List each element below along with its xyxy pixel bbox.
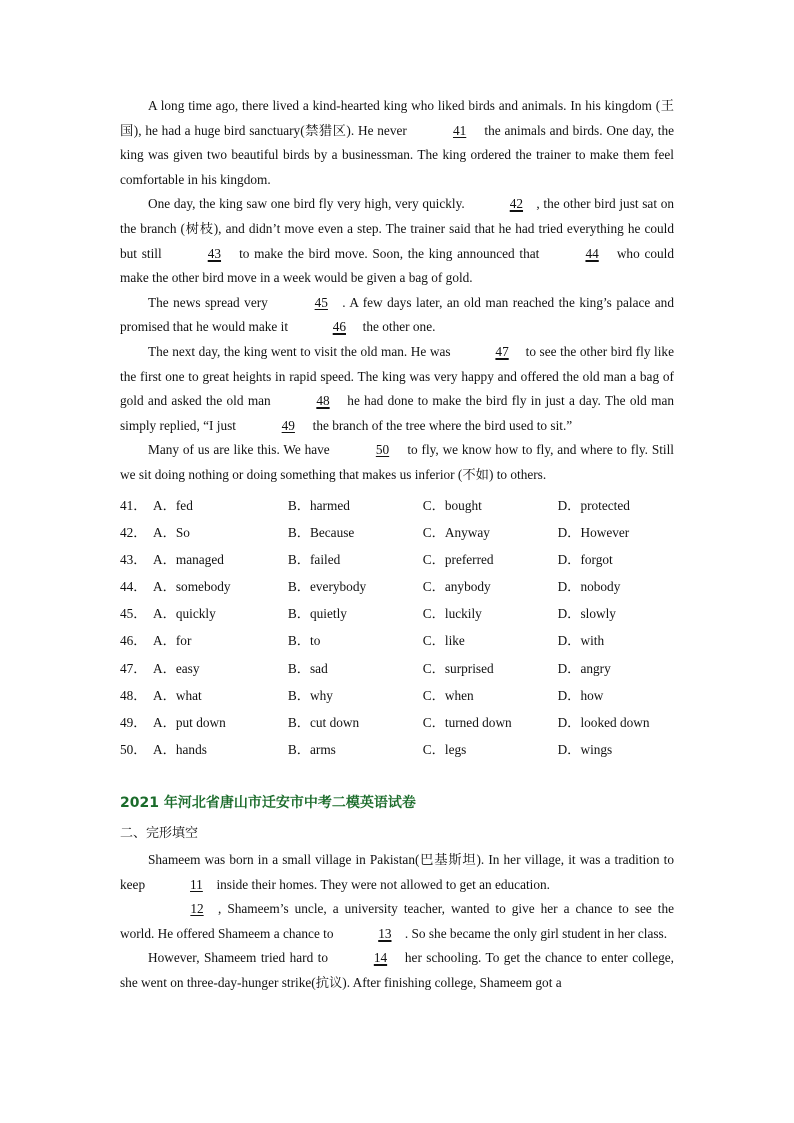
option-row — [120, 492, 674, 519]
option-a[interactable]: A．what — [152, 687, 202, 703]
question-number: 41． — [120, 497, 147, 513]
blank-50[interactable]: 50 — [375, 442, 390, 458]
question-number: 42． — [120, 524, 147, 540]
option-d[interactable]: D．protected — [557, 497, 630, 513]
option-b[interactable]: B．cut down — [287, 715, 360, 730]
question-number: 44． — [120, 579, 147, 595]
option-c[interactable]: C．bought — [422, 497, 482, 513]
option-d[interactable]: D．nobody — [557, 579, 621, 595]
option-b[interactable]: B．sad — [287, 660, 328, 676]
question-number: 47． — [120, 660, 147, 676]
option-a[interactable]: A．somebody — [152, 579, 231, 595]
blank-49[interactable]: 49 — [281, 417, 295, 433]
option-b[interactable]: B．arms — [287, 742, 336, 758]
blank-11[interactable]: 11 — [190, 876, 203, 892]
option-b[interactable]: B．everybody — [287, 579, 367, 595]
option-b[interactable]: B．why — [287, 687, 333, 703]
section-subtitle: 二、完形填空 — [120, 826, 199, 841]
option-b[interactable]: B．harmed — [287, 497, 350, 513]
option-b[interactable]: B．Because — [287, 524, 355, 540]
section-title: 2021 年河北省唐山市迁安市中考二模英语试卷 — [120, 795, 416, 811]
blank-12[interactable]: 12 — [190, 901, 204, 917]
option-d[interactable]: D．angry — [557, 660, 611, 676]
paragraph: Many of us are like this. We have 50 to fly, we know how to fly, and where to fly. Still we sit doing nothing or doing something that makes us inferior (不如) to others. — [120, 438, 674, 487]
option-a[interactable]: A．fed — [152, 497, 193, 513]
option-d[interactable]: D．However — [557, 524, 630, 540]
question-number: 45． — [120, 606, 147, 622]
option-a[interactable]: A．quickly — [152, 606, 216, 622]
option-c[interactable]: C．anybody — [422, 579, 491, 595]
option-d[interactable]: D．with — [557, 633, 605, 649]
blank-44[interactable]: 44 — [585, 245, 599, 261]
option-a[interactable]: A．put down — [152, 715, 226, 730]
option-a[interactable]: A．managed — [152, 551, 224, 567]
option-row — [120, 655, 674, 682]
paragraph: Shameem was born in a small village in Pakistan(巴基斯坦). In her village, it was a tradition to keep 11 inside their homes. They were not allowed to get an education. — [120, 848, 674, 897]
option-c[interactable]: C．Anyway — [422, 524, 490, 540]
paragraph: The news spread very 45 . A few days later, an old man reached the king’s palace and promised that he would make it 46 the other one. — [120, 291, 674, 340]
blank-46[interactable]: 46 — [332, 319, 346, 335]
option-b[interactable]: B．failed — [287, 551, 341, 567]
blank-42[interactable]: 42 — [509, 196, 524, 212]
option-c[interactable]: C．preferred — [422, 551, 494, 567]
blank-13[interactable]: 13 — [378, 925, 392, 941]
option-row — [120, 627, 674, 654]
paragraph: The next day, the king went to visit the old man. He was 47 to see the other bird fly like the first one to great heights in rapid speed. The king was very happy and offered the old man a bag of gold and asked the old man 48 he had done to make the bird fly in just a day. The old man simply replied, “I just 49 the branch of the tree where the bird used to sit.” — [120, 340, 674, 438]
question-number: 50． — [120, 742, 147, 758]
option-d[interactable]: D．wings — [557, 742, 613, 758]
paragraph: However, Shameem tried hard to 14 her schooling. To get the chance to enter college, she went on three-day-hunger strike(抗议). After finishing college, Shameem got a — [120, 946, 674, 995]
option-d[interactable]: D．forgot — [557, 551, 613, 567]
blank-41[interactable]: 41 — [452, 122, 467, 138]
option-a[interactable]: A．hands — [152, 742, 207, 758]
option-c[interactable]: C．surprised — [422, 660, 494, 676]
paragraph: One day, the king saw one bird fly very high, very quickly. 42 , the other bird just sat on the branch (树枝), and didn’t move even a step. The trainer said that he had tried everything he could but still 43 to make the bird move. Soon, the king announced that 44 who could make the other bird move in a week would be given a bag of gold. — [120, 192, 674, 290]
option-c[interactable]: C．legs — [422, 742, 467, 758]
question-number: 46． — [120, 633, 147, 649]
blank-45[interactable]: 45 — [314, 294, 328, 310]
passage-2 — [120, 848, 674, 996]
blank-47[interactable]: 47 — [495, 343, 509, 359]
option-c[interactable]: C．when — [422, 687, 474, 703]
option-a[interactable]: A．So — [152, 524, 190, 540]
option-b[interactable]: B．quietly — [287, 606, 347, 622]
option-row — [120, 682, 674, 709]
question-number: 49． — [120, 715, 147, 730]
option-row — [120, 519, 674, 546]
option-c[interactable]: C．luckily — [422, 606, 482, 622]
blank-14[interactable]: 14 — [373, 950, 388, 966]
option-a[interactable]: A．easy — [152, 660, 200, 676]
paragraph: A long time ago, there lived a kind-hearted king who liked birds and animals. In his kingdom (王国), he had a huge bird sanctuary(禁猎区). He never 41 the animals and birds. One day, the king was given two beautiful birds by a businessman. The king ordered the trainer to make them feel comfortable in his kingdom. — [120, 98, 675, 187]
option-row — [120, 573, 674, 600]
question-number: 43． — [120, 551, 147, 567]
blank-43[interactable]: 43 — [207, 245, 222, 261]
option-row — [120, 546, 674, 573]
option-c[interactable]: C．like — [422, 633, 465, 649]
option-a[interactable]: A．for — [152, 633, 192, 649]
passage-1 — [120, 94, 674, 763]
option-b[interactable]: B．to — [287, 633, 321, 649]
option-d[interactable]: D．looked down — [557, 715, 650, 730]
option-row — [120, 709, 674, 736]
paragraph: 12 , Shameem’s uncle, a university teacher, wanted to give her a chance to see the world. He offered Shameem a chance to 13 . So she became the only girl student in her class. — [120, 897, 674, 946]
options-list — [120, 492, 674, 764]
option-c[interactable]: C．turned down — [422, 715, 512, 730]
option-d[interactable]: D．how — [557, 687, 604, 703]
question-number: 48． — [120, 687, 147, 703]
option-row — [120, 600, 674, 627]
blank-48[interactable]: 48 — [316, 393, 330, 409]
option-row — [120, 736, 674, 763]
option-d[interactable]: D．slowly — [557, 606, 616, 622]
